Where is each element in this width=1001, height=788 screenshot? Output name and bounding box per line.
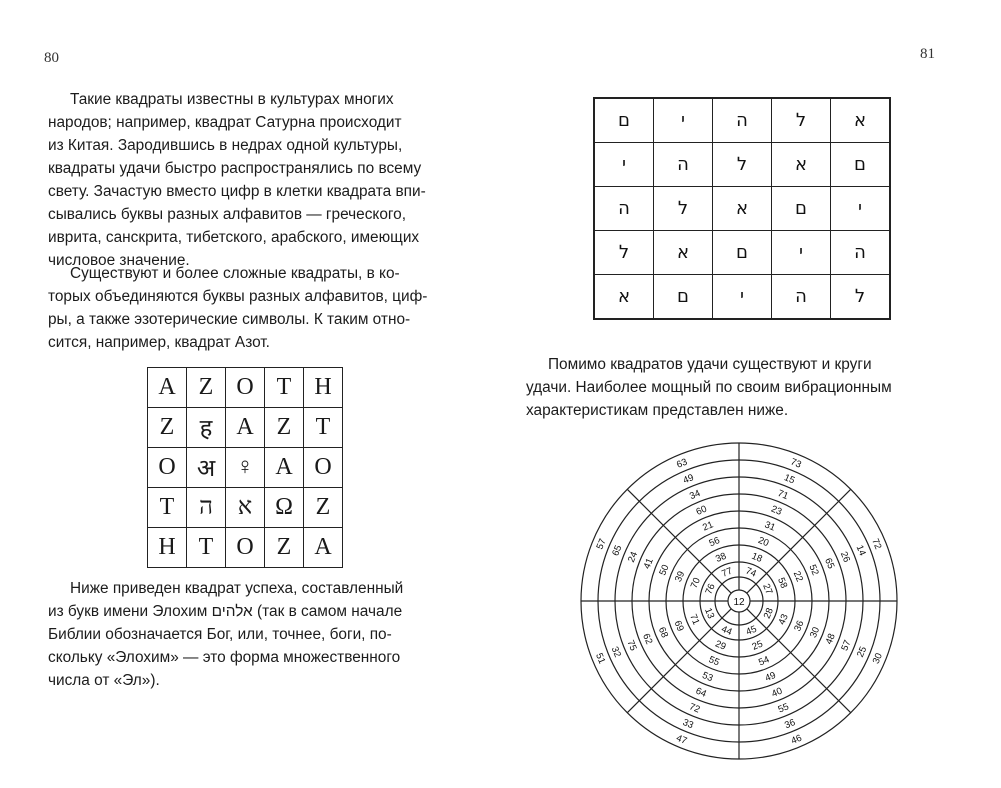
- hebrew-cell: ל: [831, 275, 891, 320]
- text-line: числа от «Эл»).: [48, 672, 160, 689]
- text-line: Существуют и более сложные квадраты, в ко-: [70, 265, 400, 282]
- azoth-cell: Z: [148, 408, 187, 448]
- hebrew-cell: א: [772, 143, 831, 187]
- ring-number: 44: [719, 623, 734, 638]
- paragraph-3: [48, 577, 468, 692]
- ring-number: 28: [761, 606, 776, 621]
- hebrew-cell: י: [654, 98, 713, 143]
- paragraph-1: [48, 88, 468, 272]
- hebrew-cell: ה: [594, 187, 654, 231]
- text-line: Библии обозначается Бог, или, точнее, боги, по-: [48, 626, 392, 643]
- ring-number: 76: [703, 582, 718, 597]
- azoth-cell: ה: [187, 488, 226, 528]
- text-line: ры, а также эзотерические символы. К таким отно-: [48, 311, 411, 328]
- elohim-square: [593, 97, 891, 320]
- ring-number: 39: [673, 569, 688, 584]
- ring-number: 69: [671, 619, 686, 633]
- azoth-cell: Z: [187, 368, 226, 408]
- hebrew-cell: ם: [772, 187, 831, 231]
- ring-number: 71: [687, 612, 702, 627]
- hebrew-cell: א: [594, 275, 654, 320]
- ring-number: 36: [783, 717, 797, 732]
- azoth-cell: H: [148, 528, 187, 568]
- ring-number: 56: [707, 535, 722, 550]
- azoth-cell: अ: [187, 448, 226, 488]
- ring-number: 30: [807, 625, 823, 640]
- ring-number: 77: [720, 565, 735, 580]
- ring-number: 57: [594, 537, 609, 552]
- azoth-cell: Ω: [265, 488, 304, 528]
- hebrew-cell: ל: [772, 98, 831, 143]
- ring-number: 13: [702, 606, 717, 621]
- text-line: квадраты удачи быстро распространялись по всему: [48, 160, 422, 177]
- text-line: Такие квадраты известны в культурах многих: [70, 91, 394, 108]
- ring-number: 64: [694, 685, 708, 700]
- text-line: торых объединяются буквы разных алфавитов, циф-: [48, 288, 428, 305]
- azoth-cell: T: [148, 488, 187, 528]
- ring-number: 21: [701, 519, 716, 534]
- ring-number: 60: [694, 503, 709, 518]
- paragraph-2: [48, 262, 468, 354]
- text-line: скольку «Элохим» — это форма множественного: [48, 649, 401, 666]
- ring-number: 20: [756, 535, 771, 550]
- text-line: Ниже приведен квадрат успеха, составленный: [70, 580, 404, 597]
- azoth-cell: Z: [304, 488, 343, 528]
- ring-number: 47: [674, 732, 689, 747]
- hebrew-cell: ם: [713, 231, 772, 275]
- ring-number: 49: [681, 472, 696, 487]
- ring-number: 50: [657, 563, 672, 578]
- azoth-cell: Z: [265, 408, 304, 448]
- page-number-right: 81: [920, 46, 935, 62]
- ring-number: 57: [839, 638, 854, 653]
- azoth-cell: O: [226, 368, 265, 408]
- ring-number: 53: [700, 669, 715, 685]
- hebrew-cell: י: [831, 187, 891, 231]
- left-page: [0, 0, 500, 788]
- ring-number: 75: [624, 638, 639, 653]
- hebrew-cell: י: [594, 143, 654, 187]
- azoth-cell: O: [304, 448, 343, 488]
- azoth-cell: A: [304, 528, 343, 568]
- ring-number: 70: [688, 576, 703, 591]
- ring-number: 63: [675, 456, 690, 471]
- ring-number: 25: [855, 645, 870, 659]
- azoth-cell: H: [304, 368, 343, 408]
- hebrew-cell: א: [831, 98, 891, 143]
- ring-number: 32: [608, 645, 623, 659]
- ring-number: 51: [593, 651, 608, 666]
- azoth-cell: O: [226, 528, 265, 568]
- ring-number: 58: [775, 576, 790, 591]
- ring-number: 71: [775, 487, 790, 503]
- ring-number: 23: [769, 503, 784, 518]
- ring-number: 74: [743, 565, 758, 580]
- hebrew-cell: י: [713, 275, 772, 320]
- azoth-cell: A: [148, 368, 187, 408]
- text-line: свету. Зачастую вместо цифр в клетки квадрата впи-: [48, 183, 426, 200]
- ring-number: 55: [707, 654, 721, 669]
- azoth-cell: א: [226, 488, 265, 528]
- ring-number: 22: [790, 569, 805, 584]
- ring-number: 65: [610, 543, 625, 558]
- text-line: характеристикам представлен ниже.: [526, 402, 789, 419]
- ring-number: 18: [749, 550, 764, 565]
- ring-number: 36: [792, 619, 807, 633]
- azoth-cell: Z: [265, 528, 304, 568]
- hebrew-cell: ה: [831, 231, 891, 275]
- paragraph-4: [526, 353, 946, 422]
- ring-number: 45: [744, 623, 759, 638]
- ring-number: 49: [763, 669, 778, 685]
- hebrew-cell: ל: [654, 187, 713, 231]
- ring-number: 73: [788, 456, 803, 471]
- hebrew-cell: ם: [831, 143, 891, 187]
- hebrew-cell: ה: [772, 275, 831, 320]
- azoth-cell: O: [148, 448, 187, 488]
- text-line: из букв имени Элохим אלהים (так в самом начале: [48, 603, 403, 620]
- ring-number: 65: [822, 556, 837, 571]
- azoth-cell: ह: [187, 408, 226, 448]
- ring-number: 40: [770, 685, 784, 700]
- hebrew-cell: ל: [594, 231, 654, 275]
- azoth-cell: ♀: [226, 448, 265, 488]
- azoth-cell: A: [265, 448, 304, 488]
- hebrew-cell: ם: [594, 98, 654, 143]
- ring-number: 24: [625, 550, 641, 565]
- azoth-cell: T: [187, 528, 226, 568]
- hebrew-cell: א: [654, 231, 713, 275]
- ring-number: 54: [757, 654, 771, 669]
- azoth-cell: A: [226, 408, 265, 448]
- ring-number: 25: [750, 638, 765, 653]
- luck-circle: [578, 440, 900, 762]
- azoth-cell: T: [304, 408, 343, 448]
- ring-number: 33: [681, 717, 695, 732]
- ring-number: 29: [713, 638, 728, 653]
- text-line: из Китая. Зародившись в недрах одной культуры,: [48, 137, 403, 154]
- ring-number: 15: [782, 472, 797, 487]
- ring-number: 46: [789, 732, 804, 747]
- ring-number: 27: [760, 582, 775, 597]
- ring-number: 38: [714, 550, 729, 565]
- text-line: иврита, санскрита, тибетского, арабского, имеющих: [48, 229, 420, 246]
- right-page: [500, 0, 1001, 788]
- azoth-square: [147, 367, 343, 568]
- hebrew-cell: א: [713, 187, 772, 231]
- ring-number: 41: [641, 556, 656, 571]
- hebrew-cell: ל: [713, 143, 772, 187]
- ring-number: 26: [837, 550, 853, 565]
- text-line: сывались буквы разных алфавитов — греческого,: [48, 206, 407, 223]
- ring-number: 30: [870, 651, 885, 666]
- ring-number: 52: [806, 563, 821, 578]
- ring-number: 34: [688, 487, 703, 503]
- text-line: удачи. Наиболее мощный по своим вибрационным: [526, 379, 892, 396]
- text-line: Помимо квадратов удачи существуют и круги: [548, 356, 872, 373]
- hebrew-cell: י: [772, 231, 831, 275]
- text-line: сится, например, квадрат Азот.: [48, 334, 270, 351]
- ring-number: 72: [869, 537, 884, 552]
- ring-number: 55: [776, 701, 791, 716]
- ring-number: 43: [776, 612, 791, 627]
- text-line: числовое значение.: [48, 252, 190, 269]
- text-line: народов; например, квадрат Сатурна происходит: [48, 114, 402, 131]
- azoth-cell: T: [265, 368, 304, 408]
- ring-number: 14: [853, 543, 868, 558]
- ring-number: 48: [823, 632, 838, 646]
- ring-number: 62: [640, 632, 655, 646]
- ring-number: 31: [762, 519, 777, 534]
- ring-number: 68: [655, 625, 671, 640]
- hebrew-cell: ם: [654, 275, 713, 320]
- hebrew-cell: ה: [713, 98, 772, 143]
- circle-center-number: 12: [733, 597, 745, 608]
- ring-number: 72: [687, 701, 702, 716]
- page-number-left: 80: [44, 50, 59, 66]
- hebrew-cell: ה: [654, 143, 713, 187]
